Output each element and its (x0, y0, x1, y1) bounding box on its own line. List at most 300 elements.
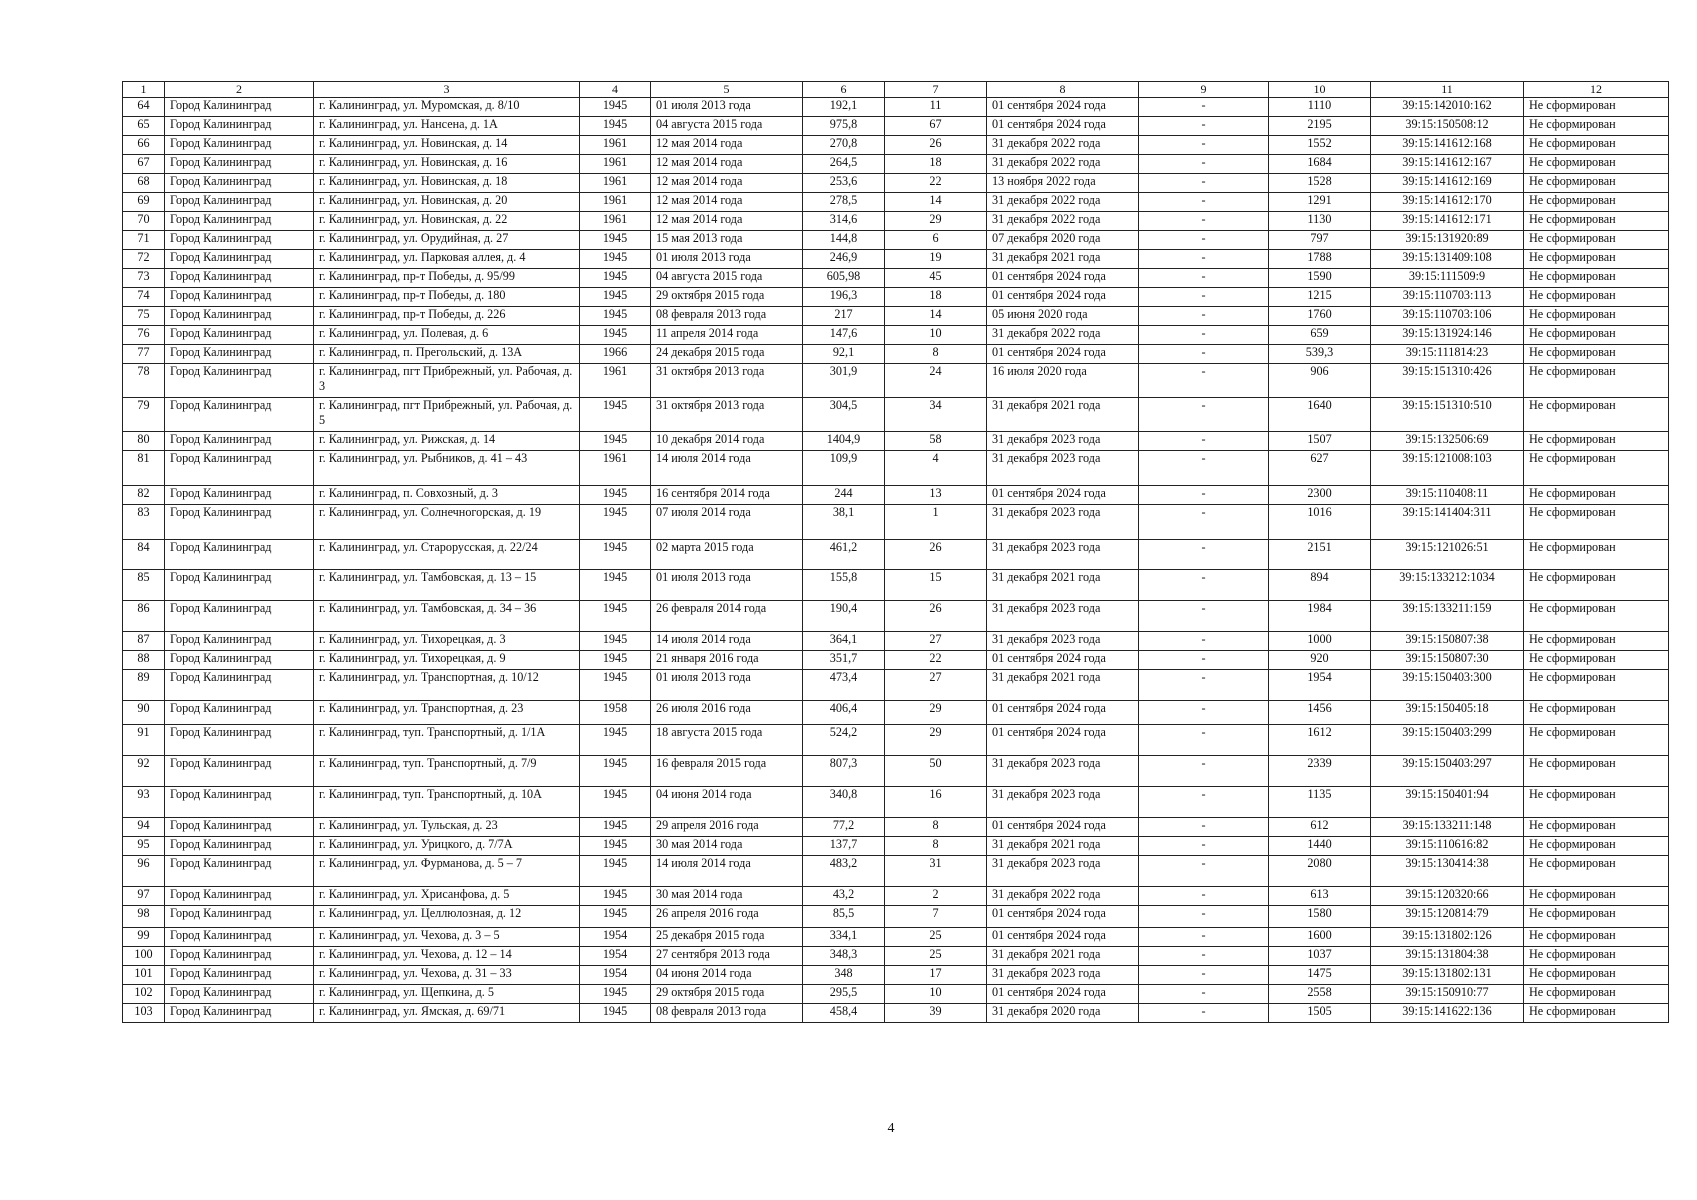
table-cell: 539,3 (1269, 345, 1371, 364)
page-number: 4 (887, 1121, 895, 1136)
table-cell: 39:15:151310:426 (1371, 364, 1524, 398)
table-cell: г. Калининград, ул. Урицкого, д. 7/7А (314, 837, 580, 856)
table-cell: 15 (885, 570, 987, 601)
table-cell: - (1139, 887, 1269, 906)
table-cell: Не сформирован (1524, 818, 1669, 837)
table-row (123, 345, 1669, 364)
table-cell: 1684 (1269, 155, 1371, 174)
table-cell: 66 (123, 136, 165, 155)
table-row (123, 787, 1669, 818)
table-cell: г. Калининград, ул. Новинская, д. 22 (314, 212, 580, 231)
table-cell: 90 (123, 701, 165, 725)
table-cell: 2151 (1269, 540, 1371, 570)
table-cell: 1404,9 (803, 432, 885, 451)
table-cell: г. Калининград, п. Прегольский, д. 13А (314, 345, 580, 364)
table-cell: Не сформирован (1524, 601, 1669, 632)
table-cell: 270,8 (803, 136, 885, 155)
table-cell: 39:15:142010:162 (1371, 98, 1524, 117)
table-cell: 1580 (1269, 906, 1371, 928)
table-cell: г. Калининград, туп. Транспортный, д. 10А (314, 787, 580, 818)
table-cell: 64 (123, 98, 165, 117)
table-cell: 103 (123, 1004, 165, 1023)
table-cell: г. Калининград, пгт Прибрежный, ул. Рабочая, д. 3 (314, 364, 580, 398)
table-cell: 39:15:131802:126 (1371, 928, 1524, 947)
table-cell: 39:15:151310:510 (1371, 398, 1524, 432)
table-row (123, 966, 1669, 985)
table-cell: 31 декабря 2023 года (987, 451, 1139, 486)
table-cell: г. Калининград, ул. Новинская, д. 14 (314, 136, 580, 155)
table-cell: 26 февраля 2014 года (651, 601, 803, 632)
table-cell: 1600 (1269, 928, 1371, 947)
table-row (123, 451, 1669, 486)
table-cell: 1945 (580, 250, 651, 269)
table-cell: - (1139, 451, 1269, 486)
table-cell: 25 (885, 928, 987, 947)
table-cell: 10 (885, 985, 987, 1004)
table-cell: Не сформирован (1524, 928, 1669, 947)
table-cell: - (1139, 540, 1269, 570)
table-cell: 39:15:131802:131 (1371, 966, 1524, 985)
table-cell: 95 (123, 837, 165, 856)
table-cell: 01 сентября 2024 года (987, 486, 1139, 505)
table-cell: - (1139, 326, 1269, 345)
table-cell: Не сформирован (1524, 398, 1669, 432)
table-cell: 17 (885, 966, 987, 985)
table-row (123, 601, 1669, 632)
table-cell: 39:15:131409:108 (1371, 250, 1524, 269)
table-cell: 12 мая 2014 года (651, 136, 803, 155)
table-cell: - (1139, 818, 1269, 837)
column-header: 5 (651, 82, 803, 98)
table-cell: 68 (123, 174, 165, 193)
table-cell: 304,5 (803, 398, 885, 432)
table-row (123, 725, 1669, 756)
table-cell: Не сформирован (1524, 174, 1669, 193)
table-cell: 01 сентября 2024 года (987, 701, 1139, 725)
table-cell: г. Калининград, ул. Солнечногорская, д. 19 (314, 505, 580, 540)
table-cell: г. Калининград, ул. Чехова, д. 12 – 14 (314, 947, 580, 966)
table-row (123, 98, 1669, 117)
table-cell: 01 июля 2013 года (651, 98, 803, 117)
table-cell: Город Калининград (165, 985, 314, 1004)
table-row (123, 212, 1669, 231)
table-cell: 1440 (1269, 837, 1371, 856)
table-cell: 18 (885, 155, 987, 174)
table-cell: - (1139, 928, 1269, 947)
table-cell: г. Калининград, п. Совхозный, д. 3 (314, 486, 580, 505)
table-cell: Не сформирован (1524, 966, 1669, 985)
table-cell: - (1139, 670, 1269, 701)
table-row (123, 174, 1669, 193)
table-cell: г. Калининград, ул. Хрисанфова, д. 5 (314, 887, 580, 906)
header-row (123, 82, 1669, 98)
table-cell: 26 (885, 540, 987, 570)
table-cell: Не сформирован (1524, 787, 1669, 818)
table-cell: 85,5 (803, 906, 885, 928)
table-cell: 264,5 (803, 155, 885, 174)
table-cell: 1961 (580, 136, 651, 155)
table-cell: 1456 (1269, 701, 1371, 725)
table-row (123, 818, 1669, 837)
table-cell: 1590 (1269, 269, 1371, 288)
table-cell: 67 (885, 117, 987, 136)
table-cell: 79 (123, 398, 165, 432)
table-cell: 1961 (580, 155, 651, 174)
table-row (123, 250, 1669, 269)
table-cell: 01 сентября 2024 года (987, 288, 1139, 307)
table-cell: г. Калининград, пгт Прибрежный, ул. Рабочая, д. 5 (314, 398, 580, 432)
table-cell: 1945 (580, 985, 651, 1004)
table-cell: - (1139, 288, 1269, 307)
table-cell: 1954 (580, 947, 651, 966)
table-cell: г. Калининград, туп. Транспортный, д. 1/1А (314, 725, 580, 756)
table-cell: 1945 (580, 326, 651, 345)
table-cell: 01 сентября 2024 года (987, 985, 1139, 1004)
table-cell: Не сформирован (1524, 136, 1669, 155)
table-cell: 627 (1269, 451, 1371, 486)
table-cell: 348,3 (803, 947, 885, 966)
table-cell: 39:15:131920:89 (1371, 231, 1524, 250)
table-cell: 24 декабря 2015 года (651, 345, 803, 364)
table-cell: 10 (885, 326, 987, 345)
table-cell: 77 (123, 345, 165, 364)
table-cell: г. Калининград, туп. Транспортный, д. 7/9 (314, 756, 580, 787)
table-cell: г. Калининград, ул. Транспортная, д. 10/12 (314, 670, 580, 701)
table-cell: 29 (885, 725, 987, 756)
table-cell: - (1139, 98, 1269, 117)
table-cell: 82 (123, 486, 165, 505)
table-cell: Город Калининград (165, 818, 314, 837)
table-cell: 81 (123, 451, 165, 486)
table-cell: Город Калининград (165, 670, 314, 701)
table-cell: 30 мая 2014 года (651, 837, 803, 856)
table-cell: 38,1 (803, 505, 885, 540)
table-cell: - (1139, 966, 1269, 985)
table-cell: 613 (1269, 887, 1371, 906)
table-cell: 217 (803, 307, 885, 326)
table-cell: 26 июля 2016 года (651, 701, 803, 725)
table-cell: 1788 (1269, 250, 1371, 269)
table-cell: Город Калининград (165, 136, 314, 155)
table-cell: г. Калининград, пр-т Победы, д. 180 (314, 288, 580, 307)
table-row (123, 307, 1669, 326)
table-cell: 1984 (1269, 601, 1371, 632)
table-cell: 31 декабря 2022 года (987, 326, 1139, 345)
table-row (123, 756, 1669, 787)
table-cell: 1945 (580, 601, 651, 632)
table-cell: Город Калининград (165, 231, 314, 250)
table-cell: 1505 (1269, 1004, 1371, 1023)
table-cell: 1640 (1269, 398, 1371, 432)
table-cell: 39:15:110703:113 (1371, 288, 1524, 307)
table-cell: 244 (803, 486, 885, 505)
table-cell: Город Калининград (165, 966, 314, 985)
table-cell: Не сформирован (1524, 326, 1669, 345)
table-cell: г. Калининград, ул. Муромская, д. 8/10 (314, 98, 580, 117)
table-cell: 975,8 (803, 117, 885, 136)
table-cell: Не сформирован (1524, 856, 1669, 887)
table-cell: 39:15:131804:38 (1371, 947, 1524, 966)
table-cell: Не сформирован (1524, 505, 1669, 540)
table-cell: 12 мая 2014 года (651, 155, 803, 174)
table-cell: 31 декабря 2023 года (987, 787, 1139, 818)
table-cell: 01 сентября 2024 года (987, 269, 1139, 288)
table-cell: 39:15:150405:18 (1371, 701, 1524, 725)
table-cell: 99 (123, 928, 165, 947)
table-cell: 1 (885, 505, 987, 540)
table-cell: Город Калининград (165, 651, 314, 670)
table-cell: 12 мая 2014 года (651, 193, 803, 212)
table-cell: 89 (123, 670, 165, 701)
table-cell: 08 февраля 2013 года (651, 307, 803, 326)
table-row (123, 231, 1669, 250)
table-cell: Не сформирован (1524, 193, 1669, 212)
table-row (123, 486, 1669, 505)
table-cell: Город Калининград (165, 947, 314, 966)
table-cell: 461,2 (803, 540, 885, 570)
table-cell: 39:15:120320:66 (1371, 887, 1524, 906)
table-cell: 1954 (580, 928, 651, 947)
table-cell: Город Калининград (165, 345, 314, 364)
table-cell: 74 (123, 288, 165, 307)
table-cell: 45 (885, 269, 987, 288)
table-cell: 15 мая 2013 года (651, 231, 803, 250)
table-cell: Город Калининград (165, 486, 314, 505)
table-row (123, 193, 1669, 212)
table-cell: 69 (123, 193, 165, 212)
table-cell: Не сформирован (1524, 231, 1669, 250)
table-cell: - (1139, 725, 1269, 756)
table-cell: 906 (1269, 364, 1371, 398)
table-row (123, 432, 1669, 451)
table-cell: Город Калининград (165, 601, 314, 632)
table-cell: - (1139, 1004, 1269, 1023)
table-cell: 314,6 (803, 212, 885, 231)
table-cell: 1961 (580, 174, 651, 193)
table-row (123, 856, 1669, 887)
table-cell: Не сформирован (1524, 837, 1669, 856)
table-cell: 31 декабря 2021 года (987, 947, 1139, 966)
table-cell: 13 ноября 2022 года (987, 174, 1139, 193)
table-cell: 8 (885, 345, 987, 364)
column-header: 12 (1524, 82, 1669, 98)
table-cell: 39:15:133212:1034 (1371, 570, 1524, 601)
table-cell: 26 (885, 136, 987, 155)
table-row (123, 505, 1669, 540)
table-cell: 1528 (1269, 174, 1371, 193)
table-cell: Город Калининград (165, 193, 314, 212)
table-cell: г. Калининград, ул. Новинская, д. 16 (314, 155, 580, 174)
table-cell: 1552 (1269, 136, 1371, 155)
table-cell: 334,1 (803, 928, 885, 947)
table-cell: Не сформирован (1524, 155, 1669, 174)
table-cell: 31 декабря 2022 года (987, 212, 1139, 231)
table-cell: 1135 (1269, 787, 1371, 818)
table-cell: 26 апреля 2016 года (651, 906, 803, 928)
table-cell: 96 (123, 856, 165, 887)
table-cell: 295,5 (803, 985, 885, 1004)
table-cell: Не сформирован (1524, 632, 1669, 651)
table-cell: 1945 (580, 818, 651, 837)
table-cell: 1945 (580, 837, 651, 856)
table-cell: 1475 (1269, 966, 1371, 985)
table-row (123, 887, 1669, 906)
table-row (123, 632, 1669, 651)
table-cell: 16 июля 2020 года (987, 364, 1139, 398)
table-cell: 1760 (1269, 307, 1371, 326)
table-cell: Город Калининград (165, 701, 314, 725)
table-cell: 76 (123, 326, 165, 345)
table-cell: Не сформирован (1524, 364, 1669, 398)
table-cell: 1945 (580, 887, 651, 906)
table-cell: 39:15:141612:171 (1371, 212, 1524, 231)
table-cell: 25 (885, 947, 987, 966)
table-cell: 39:15:150807:38 (1371, 632, 1524, 651)
table-cell: 1945 (580, 540, 651, 570)
table-cell: 109,9 (803, 451, 885, 486)
column-header: 7 (885, 82, 987, 98)
table-cell: 07 декабря 2020 года (987, 231, 1139, 250)
table-cell: г. Калининград, ул. Тульская, д. 23 (314, 818, 580, 837)
table-cell: 39:15:111814:23 (1371, 345, 1524, 364)
column-header: 4 (580, 82, 651, 98)
table-cell: 190,4 (803, 601, 885, 632)
column-header: 8 (987, 82, 1139, 98)
table-cell: Город Калининград (165, 398, 314, 432)
table-cell: г. Калининград, ул. Тихорецкая, д. 3 (314, 632, 580, 651)
table-cell: - (1139, 136, 1269, 155)
table-cell: 39:15:150910:77 (1371, 985, 1524, 1004)
table-cell: Не сформирован (1524, 756, 1669, 787)
table-cell: 39:15:110616:82 (1371, 837, 1524, 856)
table-cell: - (1139, 570, 1269, 601)
table-cell: 1945 (580, 288, 651, 307)
table-cell: 1961 (580, 212, 651, 231)
table-cell: 39:15:150403:297 (1371, 756, 1524, 787)
table-cell: 31 декабря 2023 года (987, 756, 1139, 787)
table-cell: Не сформирован (1524, 906, 1669, 928)
table-cell: 01 сентября 2024 года (987, 98, 1139, 117)
table-cell: 301,9 (803, 364, 885, 398)
table-cell: 39:15:131924:146 (1371, 326, 1524, 345)
table-cell: 2195 (1269, 117, 1371, 136)
table-cell: 1945 (580, 505, 651, 540)
table-cell: Город Калининград (165, 174, 314, 193)
table-cell: 04 июня 2014 года (651, 966, 803, 985)
table-cell: 01 сентября 2024 года (987, 818, 1139, 837)
table-cell: 31 декабря 2021 года (987, 250, 1139, 269)
table-cell: 2 (885, 887, 987, 906)
table-cell: 1945 (580, 486, 651, 505)
table-cell: 6 (885, 231, 987, 250)
table-cell: г. Калининград, ул. Нансена, д. 1А (314, 117, 580, 136)
table-cell: 31 октября 2013 года (651, 364, 803, 398)
table-cell: 14 (885, 193, 987, 212)
table-cell: 1945 (580, 117, 651, 136)
table-cell: 01 июля 2013 года (651, 250, 803, 269)
table-cell: 24 (885, 364, 987, 398)
table-cell: Город Калининград (165, 570, 314, 601)
table-cell: - (1139, 250, 1269, 269)
table-cell: 1945 (580, 856, 651, 887)
table-cell: Город Калининград (165, 540, 314, 570)
table-cell: 18 (885, 288, 987, 307)
table-cell: 39:15:121008:103 (1371, 451, 1524, 486)
table-cell: 612 (1269, 818, 1371, 837)
table-cell: - (1139, 856, 1269, 887)
table-cell: 39:15:121026:51 (1371, 540, 1524, 570)
table-cell: 92,1 (803, 345, 885, 364)
table-cell: г. Калининград, ул. Рижская, д. 14 (314, 432, 580, 451)
table-cell: Не сформирован (1524, 250, 1669, 269)
table-cell: 16 февраля 2015 года (651, 756, 803, 787)
table-cell: 14 июля 2014 года (651, 451, 803, 486)
table-cell: 16 (885, 787, 987, 818)
table-cell: 39:15:133211:148 (1371, 818, 1524, 837)
column-header: 9 (1139, 82, 1269, 98)
table-cell: Город Калининград (165, 155, 314, 174)
table-cell: 71 (123, 231, 165, 250)
table-cell: - (1139, 486, 1269, 505)
table-cell: 192,1 (803, 98, 885, 117)
table-cell: 39 (885, 1004, 987, 1023)
table-cell: 2339 (1269, 756, 1371, 787)
table-cell: г. Калининград, ул. Транспортная, д. 23 (314, 701, 580, 725)
table-row (123, 326, 1669, 345)
table-cell: 8 (885, 837, 987, 856)
table-cell: 246,9 (803, 250, 885, 269)
table-cell: 1966 (580, 345, 651, 364)
table-row (123, 651, 1669, 670)
table-cell: 1507 (1269, 432, 1371, 451)
table-cell: 39:15:110703:106 (1371, 307, 1524, 326)
table-cell: г. Калининград, ул. Щепкина, д. 5 (314, 985, 580, 1004)
table-cell: - (1139, 174, 1269, 193)
table-cell: 01 июля 2013 года (651, 670, 803, 701)
table-cell: 26 (885, 601, 987, 632)
table-cell: 39:15:133211:159 (1371, 601, 1524, 632)
table-cell: Город Калининград (165, 632, 314, 651)
table-cell: 31 декабря 2021 года (987, 570, 1139, 601)
table-cell: 100 (123, 947, 165, 966)
table-cell: 1945 (580, 756, 651, 787)
table-cell: Не сформирован (1524, 345, 1669, 364)
table-cell: Не сформирован (1524, 725, 1669, 756)
table-cell: - (1139, 505, 1269, 540)
table-cell: - (1139, 632, 1269, 651)
table-cell: 31 декабря 2020 года (987, 1004, 1139, 1023)
table-cell: 25 декабря 2015 года (651, 928, 803, 947)
table-cell: Не сформирован (1524, 117, 1669, 136)
table-cell: 406,4 (803, 701, 885, 725)
table-cell: г. Калининград, ул. Тихорецкая, д. 9 (314, 651, 580, 670)
table-cell: 07 июля 2014 года (651, 505, 803, 540)
table-row (123, 928, 1669, 947)
table-cell: 83 (123, 505, 165, 540)
table-cell: 73 (123, 269, 165, 288)
column-header: 6 (803, 82, 885, 98)
table-cell: 39:15:150403:299 (1371, 725, 1524, 756)
table-cell: г. Калининград, ул. Фурманова, д. 5 – 7 (314, 856, 580, 887)
table-cell: г. Калининград, ул. Тамбовская, д. 13 – 15 (314, 570, 580, 601)
table-cell: Не сформирован (1524, 670, 1669, 701)
table-cell: Не сформирован (1524, 451, 1669, 486)
table-cell: 351,7 (803, 651, 885, 670)
table-cell: Не сформирован (1524, 288, 1669, 307)
table-cell: Не сформирован (1524, 307, 1669, 326)
table-cell: 91 (123, 725, 165, 756)
table-cell: 102 (123, 985, 165, 1004)
